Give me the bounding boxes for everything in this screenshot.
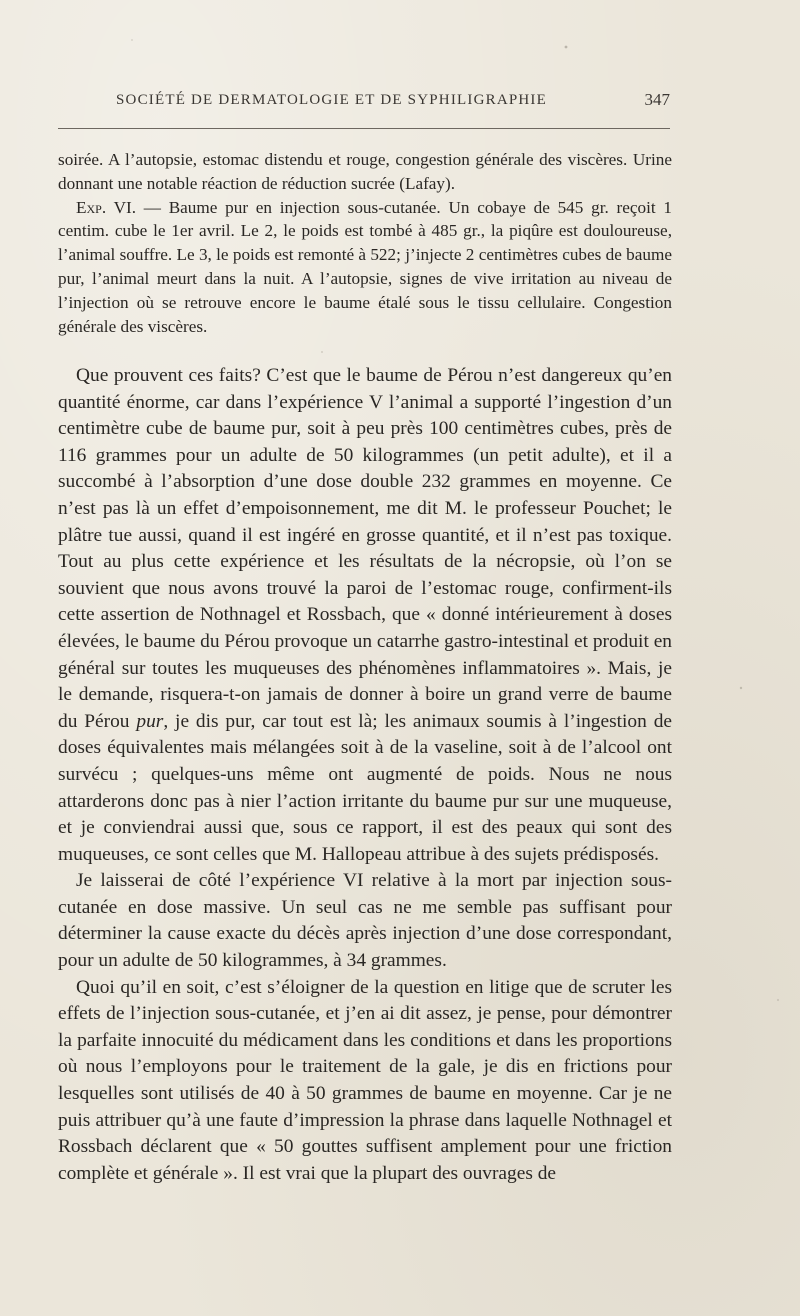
body-paragraph: Je laisserai de côté l’expérience VI relative à la mort par injection sous-cutanée en dose massive. Un seul cas ne me semble pas suffisant pour déterminer la cause exacte du décès après injection d’une dose correspondant, pour un adulte de 50 kilogrammes, à 34 grammes. (58, 870, 672, 972)
experiment-six-text: — Baume pur en injection sous-cutanée. Un cobaye de 545 gr. reçoit 1 centim. cube le 1er avril. Le 2, le poids est tombé à 485 gr., la piqûre est douloureuse, l’animal souffre. Le 3, le poids est remonté à 522; j’injecte 2 centimètres cubes de baume pur, l’animal meurt dans la nuit. A l’autopsie, signes de vive irritation au niveau de l’injection où se retrouve encore le baume étalé sous le tissu cellulaire. Congestion générale des viscères. (58, 197, 672, 336)
header-rule (58, 128, 670, 129)
page-number: 347 (644, 90, 670, 109)
experiment-label: Exp. VI. (76, 197, 137, 217)
main-text (58, 363, 672, 1187)
experiment-six-paragraph (58, 196, 672, 339)
autopsy-paragraph: soirée. A l’autopsie, estomac distendu et rouge, congestion générale des viscères. Urine donnant une notable réaction de réduction sucrée (Lafay). (58, 150, 672, 193)
body-paragraph: Quoi qu’il en soit, c’est s’éloigner de la question en litige que de scruter les effets de l’injection sous-cutanée, et j’en ai dit assez, je pense, pour démontrer la parfaite innocuité du médicament dans les conditions et dans les proportions où nous l’employons pour le traitement de la gale, je dis en frictions pour lesquelles sont utilisés de 40 à 50 grammes de baume en moyenne. Car je ne puis attribuer qu’à une faute d’impression la phrase dans laquelle Nothnagel et Rossbach déclarent que « 50 gouttes suffisent amplement pour une friction complète et générale ». Il est vrai que la plupart des ouvrages de (58, 976, 672, 1184)
experiment-notes (58, 148, 672, 338)
italic-emphasis: pur (136, 710, 164, 732)
body-paragraph-text: Que prouvent ces faits? C’est que le baume de Pérou n’est dangereux qu’en quantité énorme, car dans l’expérience V l’animal a supporté l’ingestion d’un centimètre cube de baume pur, soit à peu près 100 centimètres cubes, près de 116 grammes pour un adulte de 50 kilogrammes (un petit adulte), et il a succombé à l’absorption d’une dose double 232 grammes en moyenne. Ce n’est pas là un effet d’empoisonnement, me dit M. le professeur Pouchet; le plâtre tue aussi, quand il est ingéré en grosse quantité, et il n’est pas toxique. Tout au plus cette expérience et les résultats de la nécropsie, où l’on se souvient que nous avons trouvé la paroi de l’estomac rouge, confirment-ils cette assertion de Nothnagel et Rossbach, que « donné intérieurement à doses élevées, le baume du Pérou provoque un catarrhe gastro-intestinal et produit en général sur toutes les muqueuses des phénomènes inflammatoires ». Mais, je le demande, risquera-t-on jamais de donner à boire un grand verre de baume du Pérou (58, 365, 672, 732)
body-paragraph-text: , je dis pur, car tout est là; les animaux soumis à l’ingestion de doses équivalentes mais mélangées soit à de la vaseline, soit à de l’alcool ont survécu ; quelques-uns même ont augmenté de poids. Nous ne nous attarderons donc pas à nier l’action irritante du baume pur sur une muqueuse, et je conviendrai aussi que, sous ce rapport, il est des peaux qui sont des muqueuses, ce sont celles que M. Hallopeau attribue à des sujets prédisposés. (58, 710, 672, 865)
page-header (116, 92, 670, 120)
body-paragraph (58, 363, 672, 868)
running-title: SOCIÉTÉ DE DERMATOLOGIE ET DE SYPHILIGRAPHIE (116, 92, 547, 108)
